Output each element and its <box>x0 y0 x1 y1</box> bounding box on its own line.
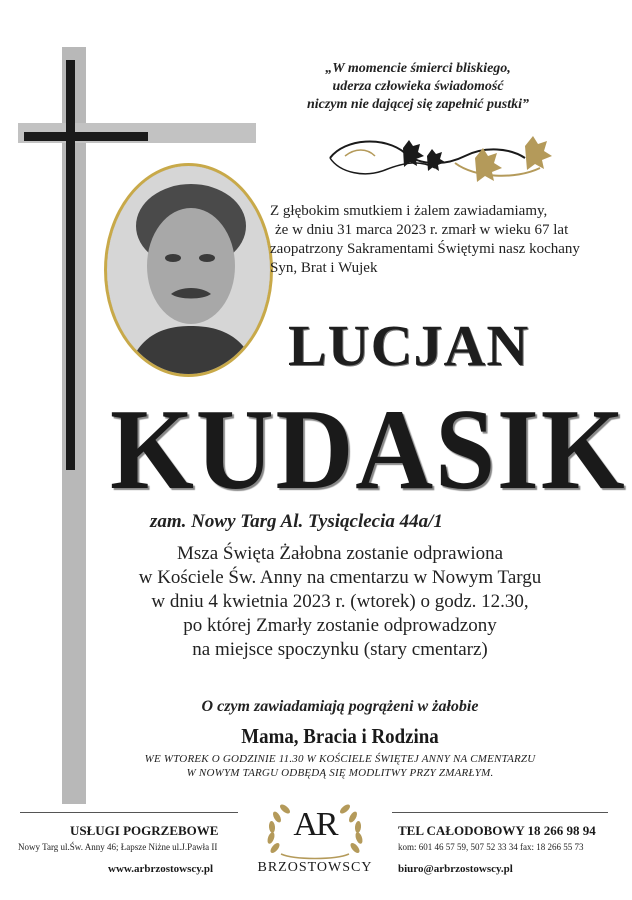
quote-line: uderza człowieka świadomość <box>332 79 504 94</box>
logo-name: BRZOSTOWSCY <box>257 860 373 875</box>
mass-line: na miejsce spoczynku (stary cmentarz) <box>192 639 488 660</box>
mass-line: Msza Święta Żałobna zostanie odprawiona <box>176 543 504 564</box>
residence-address: zam. Nowy Targ Al. Tysiąclecia 44a/1 <box>150 511 443 532</box>
prayer-note-line: W NOWYM TARGU ODBĘDĄ SIĘ MODLITWY PRZY ZMARŁYM. <box>186 767 494 779</box>
first-name: LUCJAN <box>288 313 530 378</box>
prayer-note <box>95 752 585 780</box>
footer-divider <box>392 812 608 813</box>
intro-line: Z głębokim smutkiem i żalem zawiadamiamy, <box>270 203 548 219</box>
intro-line: Syn, Brat i Wujek <box>270 260 378 276</box>
company-name: USŁUGI POGRZEBOWE <box>70 823 219 838</box>
last-name: KUDASIK <box>110 386 627 514</box>
portrait-photo <box>104 163 273 377</box>
announcement-intro <box>270 202 600 278</box>
prayer-note-line: WE WTOREK O GODZINIE 11.30 W KOŚCIELE ŚWIĘTEJ ANNY NA CMENTARZU <box>144 753 536 765</box>
footer-divider <box>20 812 238 813</box>
cross-icon <box>66 60 75 470</box>
mass-line: w Kościele Św. Anny na cmentarzu w Nowym Targu <box>138 567 542 588</box>
mourners-intro: O czym zawiadamiają pogrążeni w żałobie <box>201 698 479 715</box>
website-link[interactable]: www.arbrzostowscy.pl <box>108 863 214 875</box>
email-link[interactable]: biuro@arbrzostowscy.pl <box>398 863 513 875</box>
quote-line: niczym nie dającej się zapełnić pustki” <box>306 97 530 112</box>
mourners-names: Mama, Bracia i Rodzina <box>241 724 439 748</box>
intro-line: zaopatrzony Sakramentami Świętymi nasz kochany <box>270 241 580 257</box>
intro-line: że w dniu 31 marca 2023 r. zmarł w wieku 67 lat <box>275 222 569 238</box>
company-address: Nowy Targ ul.Św. Anny 46; Łapsze Niżne ul.J.Pawła II <box>18 842 218 852</box>
logo-initials: AR <box>293 806 337 843</box>
quote-line: „W momencie śmierci bliskiego, <box>325 61 511 76</box>
portrait-image-icon <box>107 166 270 374</box>
mass-line: w dniu 4 kwietnia 2023 r. (wtorek) o godz. 12.30, <box>151 591 529 612</box>
cross-icon-beam <box>24 132 148 141</box>
phone-numbers: kom: 601 46 57 59, 507 52 33 34 fax: 18 266 55 73 <box>398 842 584 852</box>
mass-line: po której Zmarły zostanie odprowadzony <box>183 615 497 636</box>
phone-24h: TEL CAŁODOBOWY 18 266 98 94 <box>398 823 596 838</box>
mass-details <box>90 542 590 662</box>
quote <box>258 60 578 114</box>
grape-leaf-ornament-icon <box>325 118 575 198</box>
